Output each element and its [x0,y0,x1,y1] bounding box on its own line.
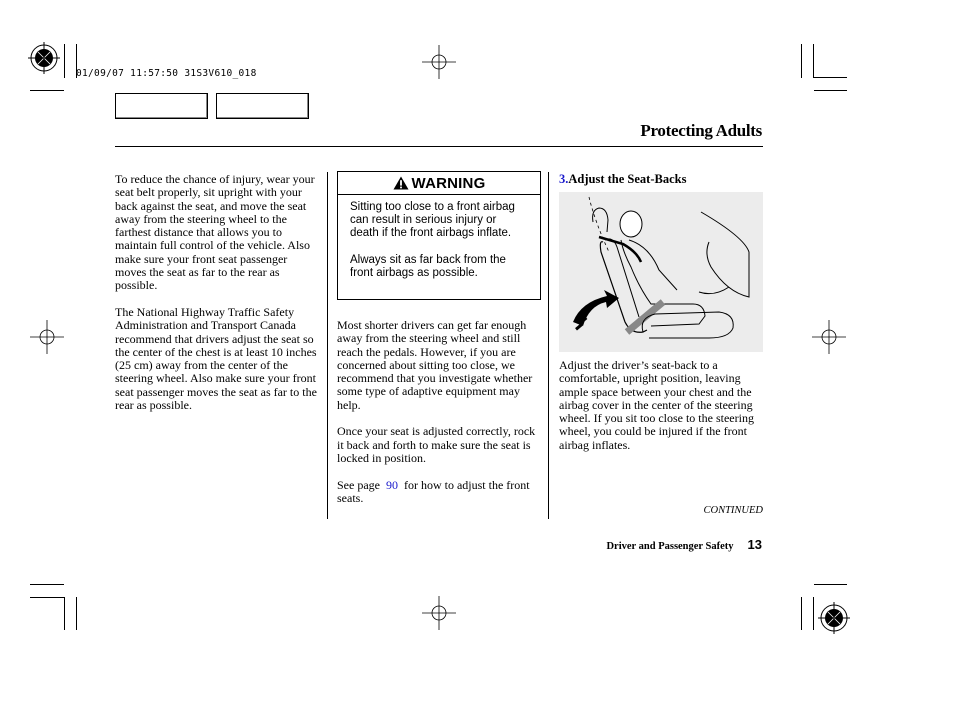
driver-seat-figure [559,192,763,352]
title-divider [115,146,763,147]
page-number: 13 [747,537,762,552]
seat-adjust-illustration [559,192,763,352]
warning-header [338,172,540,195]
step-title: Adjust the Seat-Backs [568,172,687,186]
page-title: Protecting Adults [640,121,762,140]
paragraph: The National Highway Traffic Safety Administration and Transport Canada recommend that drivers adjust the seat so the center of the chest is at least 10 inches (25 cm) away from the center of the steering wheel. Also make sure your front seat passenger moves the seat as far to the rear as possible. [115,304,317,413]
warning-text: Sitting too close to a front airbag can result in serious injury or death if the front airbags inflate. [350,201,515,240]
warning-box [337,171,541,300]
header-tab-box [216,93,309,119]
see-page-text-after: for how to adjust the front seats. [337,477,530,505]
footer-section: Driver and Passenger Safety [606,541,734,552]
registration-target-icon [28,42,60,74]
step-heading [559,172,686,187]
column-divider [327,172,328,519]
step-number: 3. [559,172,569,186]
paragraph: Once your seat is adjusted correctly, rock it back and forth to make sure the seat is locked in position. [337,424,536,465]
registration-target-icon [818,602,850,634]
warning-label: WARNING [411,174,486,192]
column-divider [548,172,549,519]
print-code: 01/09/07 11:57:50 31S3V610_018 [76,68,257,79]
continued-label: CONTINUED [703,505,763,516]
warning-body [338,195,540,280]
warning-triangle-icon [393,176,409,190]
crosshair-mark-icon [812,320,846,354]
crosshair-mark-icon [422,596,456,630]
paragraph: Most shorter drivers can get far enough away from the steering wheel and still reach the pedals. However, if you are concerned about sitting too close, we recommend that you investigate whether some type of adaptive equipment may help. [337,318,533,412]
paragraph: To reduce the chance of injury, wear your seat belt properly, sit upright with your back against the seat, and move the seat away from the steering wheel to the farthest distance that allows you to maintain full control of the vehicle. Also make sure your front seat passenger moves the seat as far to the rear as possible. [115,172,315,293]
crosshair-mark-icon [422,45,456,79]
header-tab-box [115,93,208,119]
column-3 [559,359,763,465]
see-page-text: See page [337,477,380,492]
column-1 [115,173,320,426]
column-2 [337,319,543,518]
paragraph [337,479,543,506]
page-footer [606,537,762,552]
warning-text: Always sit as far back from the front airbags as possible. [350,253,506,279]
crosshair-mark-icon [30,320,64,354]
page-link[interactable]: 90 [385,477,398,492]
paragraph: Adjust the driver’s seat-back to a comfortable, upright position, leaving ample space between your chest and the airbag cover in the center of the steering wheel. If you sit too close to the steering wheel, you could be injured if the front airbag inflates. [559,358,754,452]
